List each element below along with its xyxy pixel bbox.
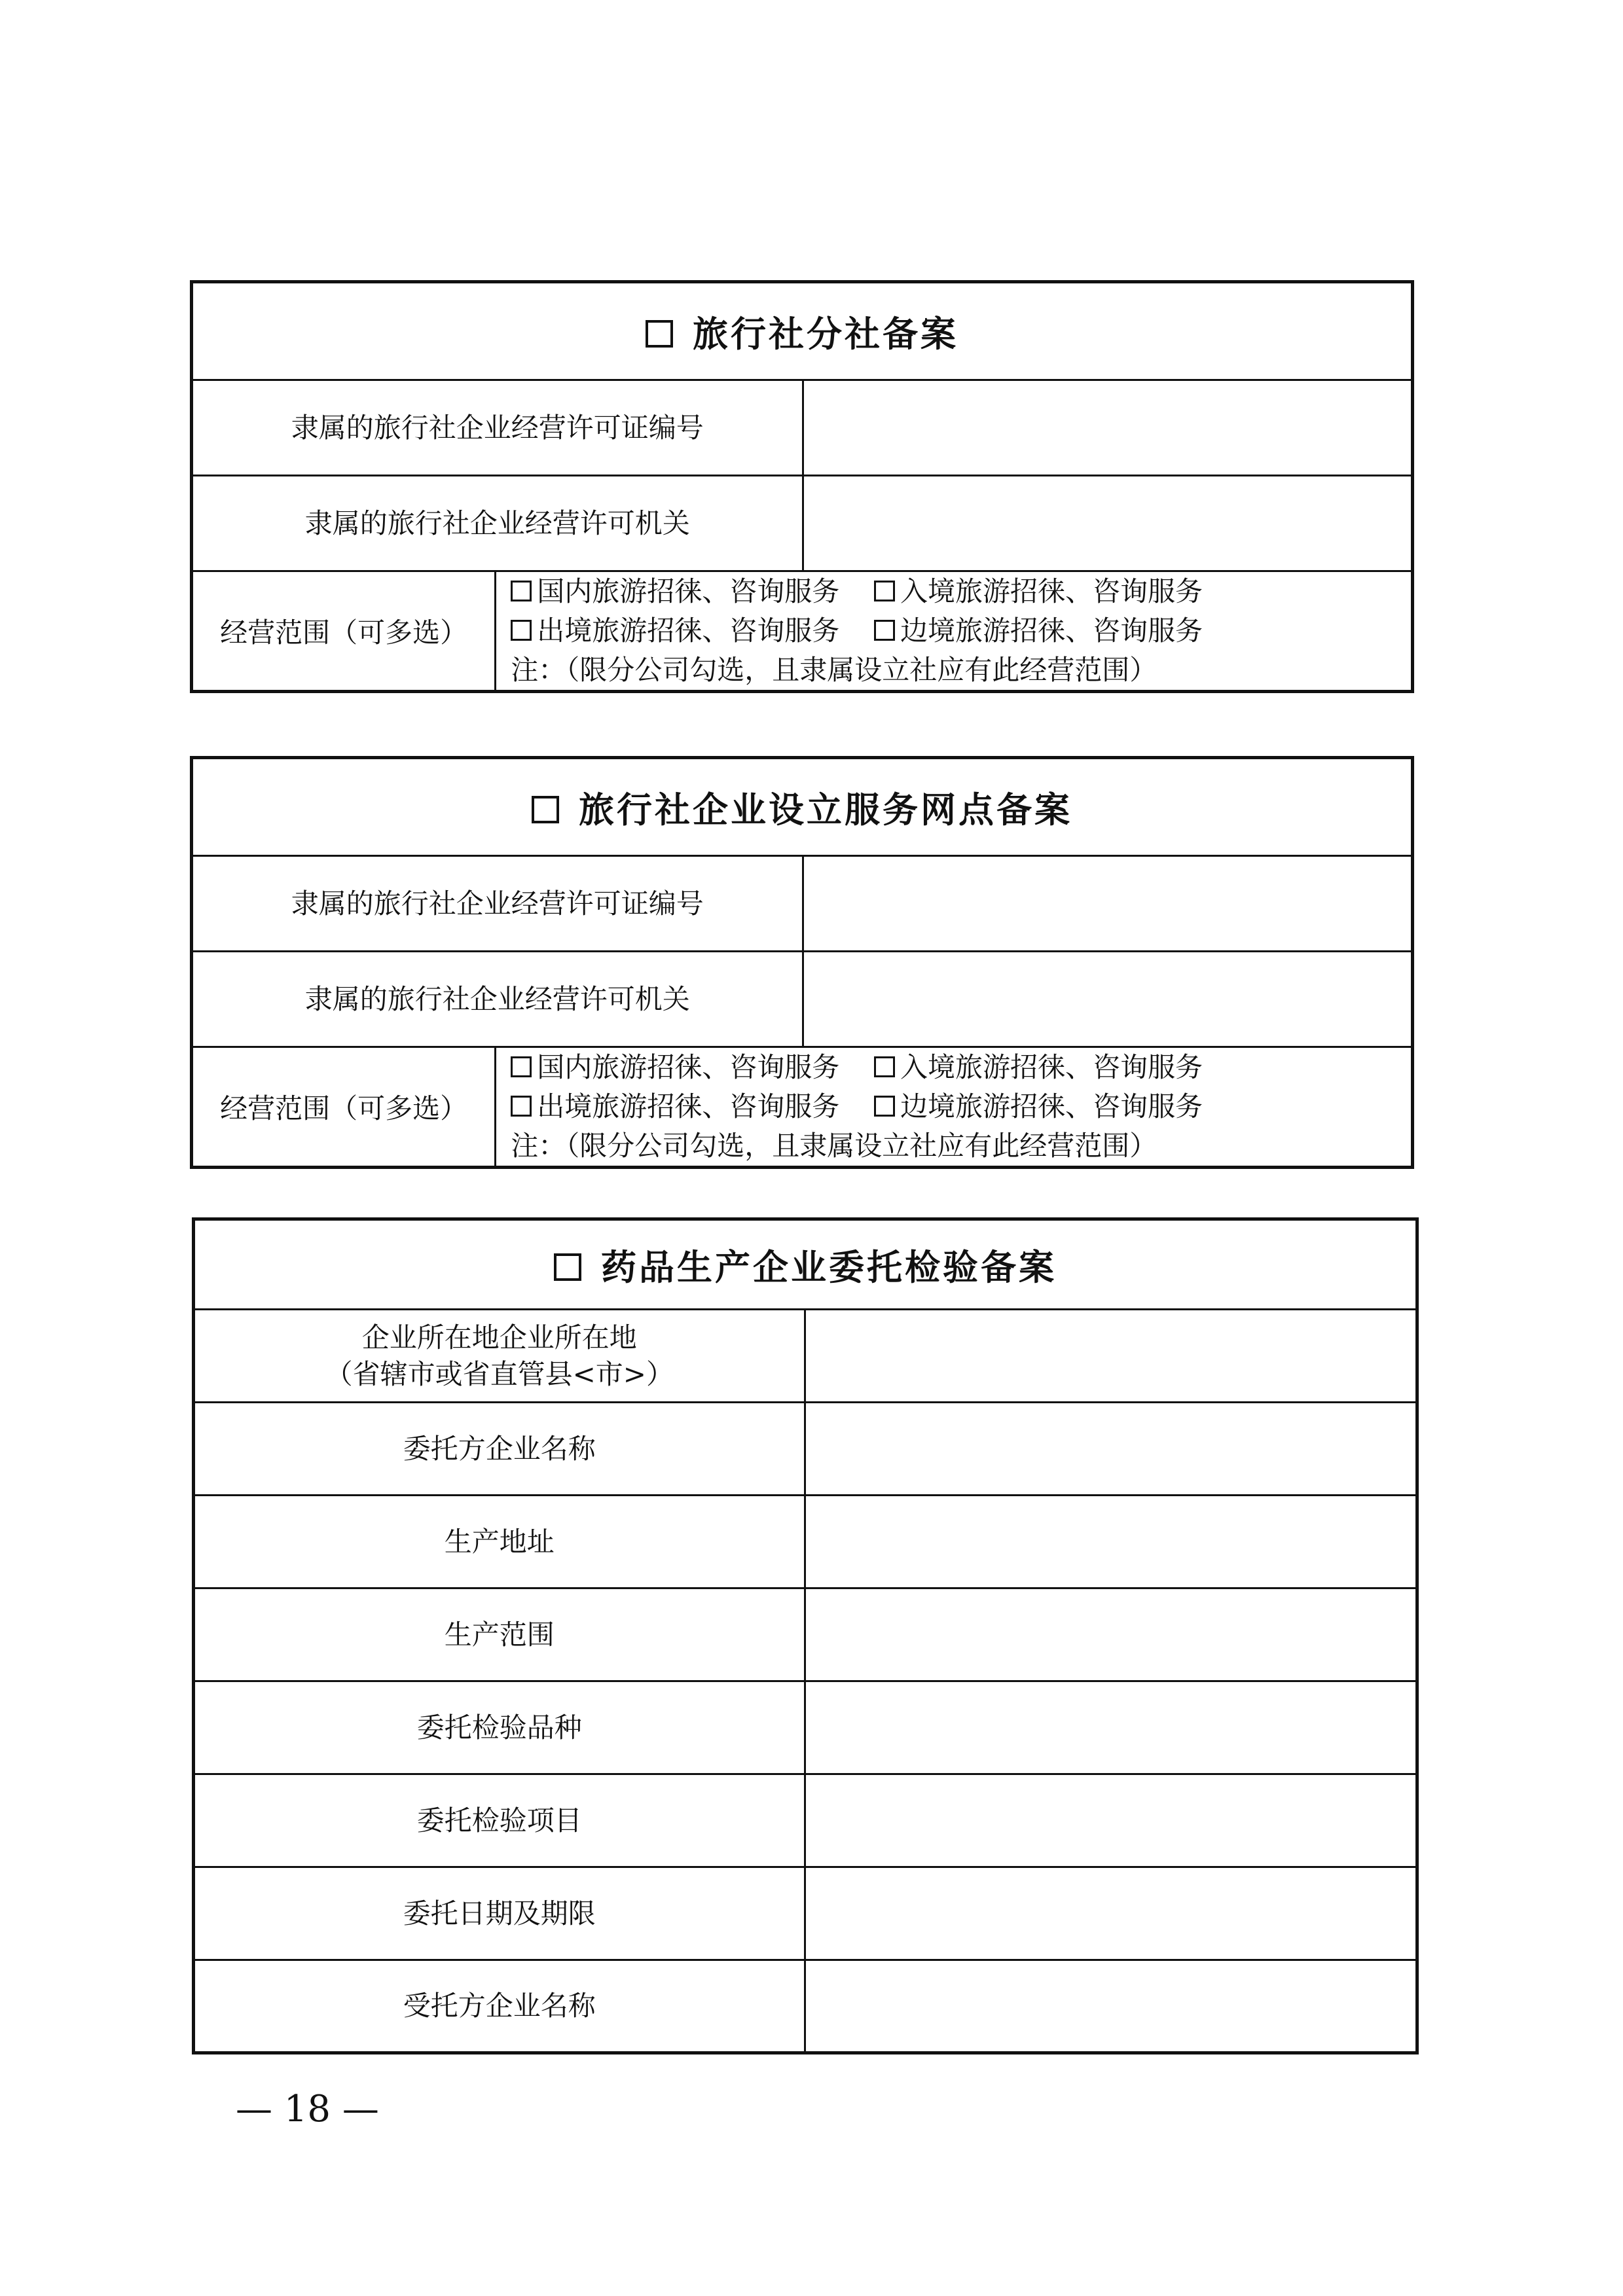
section-title	[192, 282, 1413, 380]
scope-note: 注：（限分公司勾选，且隶属设立社应有此经营范围）	[511, 654, 1158, 686]
scope-checkbox[interactable]	[511, 1096, 532, 1117]
scope-checkbox[interactable]	[511, 620, 532, 641]
business-scope-options	[496, 571, 1413, 692]
license-number-field[interactable]	[803, 380, 1413, 476]
scope-checkbox[interactable]	[511, 581, 532, 601]
field-label: 隶属的旅行社企业经营许可证编号	[192, 856, 803, 952]
license-authority-field[interactable]	[803, 476, 1413, 571]
field-label: 隶属的旅行社企业经营许可机关	[192, 476, 803, 571]
field-label: 生产范围	[194, 1588, 805, 1681]
field-label: 受托方企业名称	[194, 1960, 805, 2053]
section-title-text: 药品生产企业委托检验备案	[601, 1246, 1057, 1288]
section-checkbox[interactable]	[646, 320, 673, 348]
field-label: 委托方企业名称	[194, 1403, 805, 1496]
scope-checkbox[interactable]	[874, 1056, 895, 1077]
section-title-text: 旅行社企业设立服务网点备案	[579, 789, 1072, 831]
license-number-field[interactable]	[803, 856, 1413, 952]
scope-option-label: 国内旅游招徕、咨询服务	[537, 575, 840, 607]
entrust-period-field[interactable]	[805, 1867, 1417, 1960]
section-checkbox[interactable]	[554, 1253, 581, 1281]
scope-option-label: 边境旅游招徕、咨询服务	[900, 1090, 1203, 1122]
inspection-item-field[interactable]	[805, 1774, 1417, 1867]
section-title	[192, 758, 1413, 856]
scope-checkbox[interactable]	[874, 1096, 895, 1117]
drug-inspection-filing-table	[192, 1217, 1419, 2054]
section-title	[194, 1219, 1417, 1310]
field-label: 委托检验品种	[194, 1681, 805, 1774]
license-authority-field[interactable]	[803, 952, 1413, 1047]
trustee-name-field[interactable]	[805, 1960, 1417, 2053]
branch-filing-table	[190, 280, 1414, 693]
scope-option-label: 入境旅游招徕、咨询服务	[900, 1051, 1203, 1083]
scope-option-label: 出境旅游招徕、咨询服务	[537, 615, 840, 647]
scope-checkbox[interactable]	[511, 1056, 532, 1077]
field-label-line: 企业所在地企业所在地	[361, 1321, 637, 1354]
production-scope-field[interactable]	[805, 1588, 1417, 1681]
section-checkbox[interactable]	[532, 796, 559, 823]
business-scope-label: 经营范围（可多选）	[192, 1047, 496, 1168]
service-outlet-filing-table	[190, 756, 1414, 1169]
page-number: — 18 —	[236, 2088, 379, 2130]
field-label: 委托检验项目	[194, 1774, 805, 1867]
client-name-field[interactable]	[805, 1403, 1417, 1496]
field-label: 隶属的旅行社企业经营许可机关	[192, 952, 803, 1047]
production-address-field[interactable]	[805, 1496, 1417, 1588]
inspection-variety-field[interactable]	[805, 1681, 1417, 1774]
scope-note: 注：（限分公司勾选，且隶属设立社应有此经营范围）	[511, 1130, 1158, 1162]
field-label: 委托日期及期限	[194, 1867, 805, 1960]
scope-option-label: 国内旅游招徕、咨询服务	[537, 1051, 840, 1083]
section-title-text: 旅行社分社备案	[693, 313, 958, 355]
enterprise-location-field[interactable]	[805, 1310, 1417, 1403]
field-label: 生产地址	[194, 1496, 805, 1588]
business-scope-options	[496, 1047, 1413, 1168]
field-label	[194, 1310, 805, 1403]
business-scope-label: 经营范围（可多选）	[192, 571, 496, 692]
scope-option-label: 边境旅游招徕、咨询服务	[900, 615, 1203, 647]
scope-checkbox[interactable]	[874, 620, 895, 641]
field-label-line: （省辖市或省直管县<市>）	[325, 1357, 674, 1390]
scope-option-label: 出境旅游招徕、咨询服务	[537, 1090, 840, 1122]
scope-option-label: 入境旅游招徕、咨询服务	[900, 575, 1203, 607]
field-label: 隶属的旅行社企业经营许可证编号	[192, 380, 803, 476]
scope-checkbox[interactable]	[874, 581, 895, 601]
